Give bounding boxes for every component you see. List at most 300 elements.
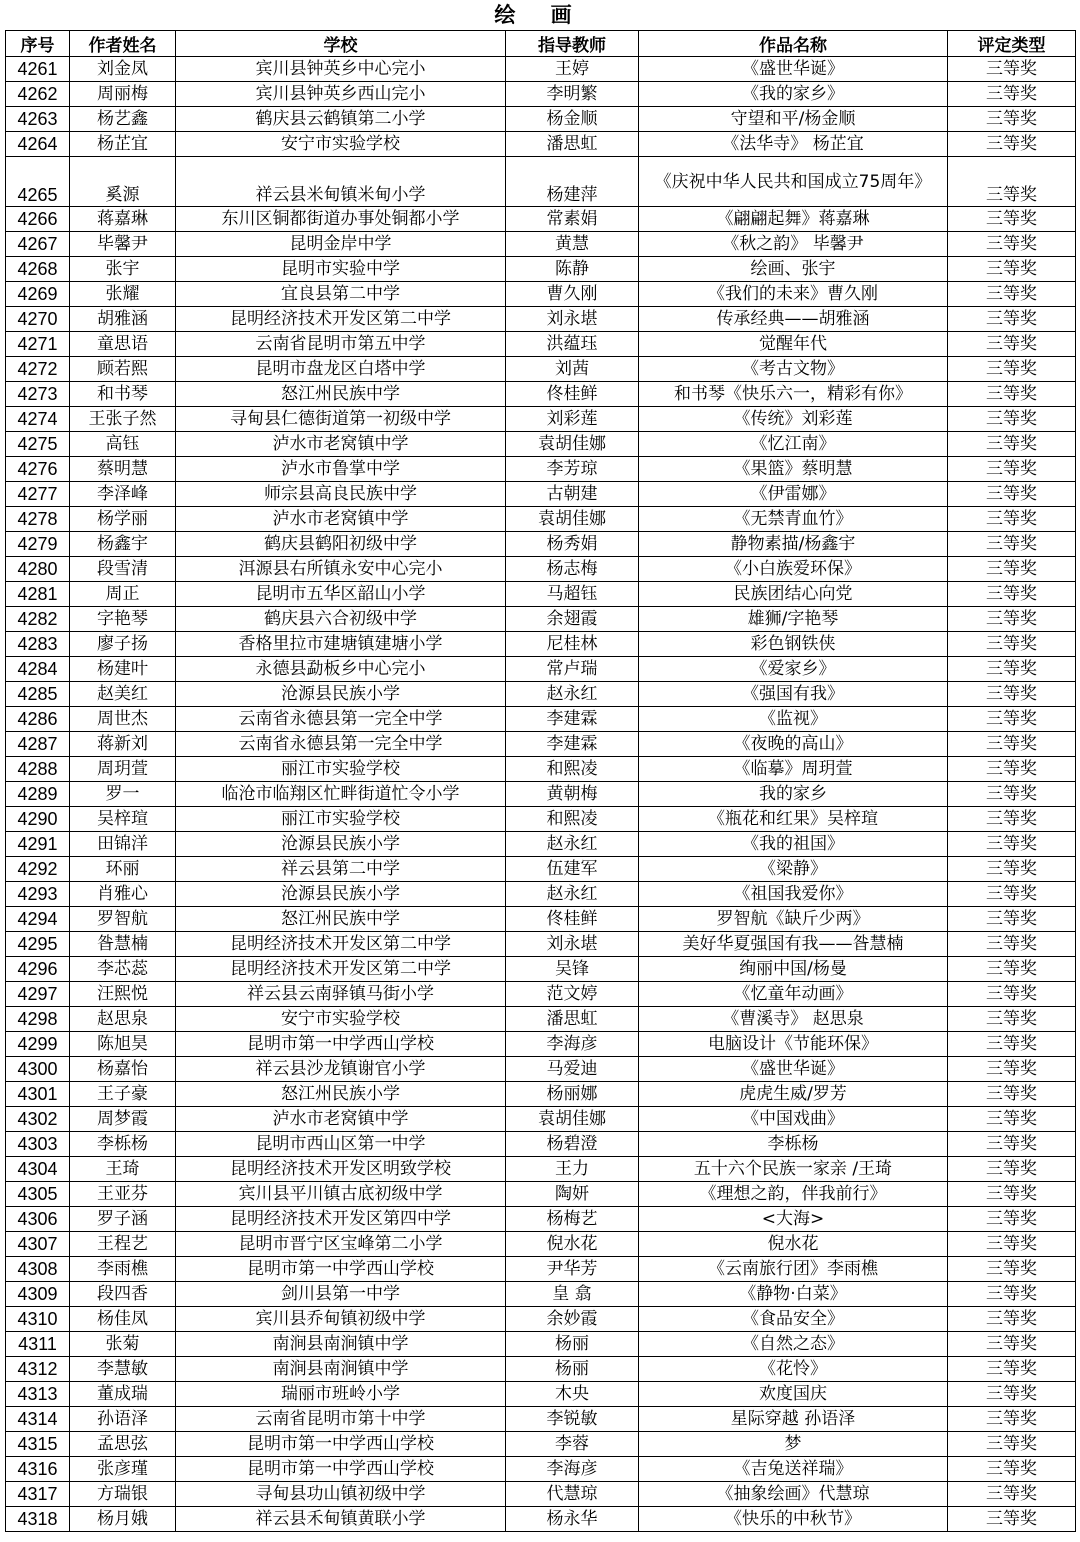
table-row: [6, 757, 1076, 782]
cell-index: 4297: [6, 982, 70, 1007]
cell-index: 4265: [6, 157, 70, 207]
cell-teacher: 杨丽: [506, 1357, 639, 1382]
cell-award: 三等奖: [948, 1307, 1076, 1332]
header-index: 序号: [6, 31, 70, 57]
table-row: [6, 557, 1076, 582]
cell-author: 肖雅心: [70, 882, 176, 907]
cell-index: 4270: [6, 307, 70, 332]
cell-index: 4263: [6, 107, 70, 132]
cell-teacher: 刘永堪: [506, 307, 639, 332]
cell-school: 宾川县乔甸镇初级中学: [176, 1307, 506, 1332]
cell-work-title: 美好华夏强国有我——昝慧楠: [639, 932, 948, 957]
table-row: [6, 507, 1076, 532]
cell-work-title: 《无禁青血竹》: [639, 507, 948, 532]
cell-author: 毕馨尹: [70, 232, 176, 257]
cell-award: 三等奖: [948, 432, 1076, 457]
cell-index: 4314: [6, 1407, 70, 1432]
cell-award: 三等奖: [948, 707, 1076, 732]
table-row: [6, 357, 1076, 382]
cell-award: 三等奖: [948, 232, 1076, 257]
cell-teacher: 佟桂鲜: [506, 907, 639, 932]
cell-teacher: 李明繁: [506, 82, 639, 107]
cell-index: 4287: [6, 732, 70, 757]
cell-school: 寻甸县仁德街道第一初级中学: [176, 407, 506, 432]
cell-school: 泸水市老窝镇中学: [176, 1107, 506, 1132]
cell-index: 4318: [6, 1507, 70, 1532]
cell-author: 杨学丽: [70, 507, 176, 532]
cell-school: 鹤庆县六合初级中学: [176, 607, 506, 632]
cell-teacher: 常素娟: [506, 207, 639, 232]
cell-award: 三等奖: [948, 1507, 1076, 1532]
table-row: [6, 1182, 1076, 1207]
cell-work-title: 《庆祝中华人民共和国成立75周年》: [639, 157, 948, 207]
table-row: [6, 1132, 1076, 1157]
cell-teacher: 马爱迪: [506, 1057, 639, 1082]
cell-work-title: 《抽象绘画》代慧琼: [639, 1482, 948, 1507]
cell-work-title: 李栎杨: [639, 1132, 948, 1157]
cell-index: 4301: [6, 1082, 70, 1107]
cell-work-title: 《临摹》周玥萱: [639, 757, 948, 782]
cell-author: 罗智航: [70, 907, 176, 932]
cell-school: 洱源县右所镇永安中心完小: [176, 557, 506, 582]
cell-work-title: 《盛世华诞》: [639, 1057, 948, 1082]
cell-index: 4282: [6, 607, 70, 632]
cell-award: 三等奖: [948, 1357, 1076, 1382]
cell-author: 张耀: [70, 282, 176, 307]
cell-work-title: 《监视》: [639, 707, 948, 732]
cell-school: 安宁市实验学校: [176, 1007, 506, 1032]
table-row: [6, 707, 1076, 732]
cell-author: 杨佳凤: [70, 1307, 176, 1332]
cell-work-title: 《祖国我爱你》: [639, 882, 948, 907]
cell-teacher: 余妙霞: [506, 1307, 639, 1332]
cell-work-title: 《食品安全》: [639, 1307, 948, 1332]
cell-work-title: 彩色钢铁侠: [639, 632, 948, 657]
cell-index: 4313: [6, 1382, 70, 1407]
cell-award: 三等奖: [948, 982, 1076, 1007]
header-teacher: 指导教师: [506, 31, 639, 57]
cell-award: 三等奖: [948, 1032, 1076, 1057]
cell-school: 丽江市实验学校: [176, 757, 506, 782]
cell-index: 4289: [6, 782, 70, 807]
cell-award: 三等奖: [948, 1282, 1076, 1307]
cell-index: 4310: [6, 1307, 70, 1332]
table-row: [6, 1157, 1076, 1182]
cell-school: 昆明经济技术开发区第二中学: [176, 307, 506, 332]
cell-index: 4276: [6, 457, 70, 482]
cell-index: 4298: [6, 1007, 70, 1032]
cell-award: 三等奖: [948, 207, 1076, 232]
cell-teacher: 杨梅艺: [506, 1207, 639, 1232]
table-row: [6, 382, 1076, 407]
table-row: [6, 1282, 1076, 1307]
cell-teacher: 古朝建: [506, 482, 639, 507]
cell-award: 三等奖: [948, 1332, 1076, 1357]
cell-award: 三等奖: [948, 1482, 1076, 1507]
cell-work-title: 觉醒年代: [639, 332, 948, 357]
cell-author: 昝慧楠: [70, 932, 176, 957]
cell-award: 三等奖: [948, 1207, 1076, 1232]
cell-school: 师宗县高良民族中学: [176, 482, 506, 507]
cell-work-title: 静物素描/杨鑫宇: [639, 532, 948, 557]
cell-author: 李慧敏: [70, 1357, 176, 1382]
table-row: [6, 407, 1076, 432]
cell-teacher: 尹华芳: [506, 1257, 639, 1282]
cell-school: 丽江市实验学校: [176, 807, 506, 832]
cell-author: 杨建叶: [70, 657, 176, 682]
cell-work-title: 《强国有我》: [639, 682, 948, 707]
table-header: [6, 31, 1076, 57]
cell-index: 4305: [6, 1182, 70, 1207]
cell-work-title: 罗智航《缺斤少两》: [639, 907, 948, 932]
table-row: [6, 457, 1076, 482]
cell-award: 三等奖: [948, 607, 1076, 632]
cell-work-title: 《伊雷娜》: [639, 482, 948, 507]
cell-author: 字艳琴: [70, 607, 176, 632]
cell-award: 三等奖: [948, 157, 1076, 207]
cell-work-title: 绘画、张宇: [639, 257, 948, 282]
table-row: [6, 332, 1076, 357]
cell-author: 段雪清: [70, 557, 176, 582]
cell-index: 4272: [6, 357, 70, 382]
cell-index: 4283: [6, 632, 70, 657]
cell-author: 廖子扬: [70, 632, 176, 657]
cell-author: 李栎杨: [70, 1132, 176, 1157]
cell-school: 云南省永德县第一完全中学: [176, 707, 506, 732]
cell-teacher: 赵永红: [506, 882, 639, 907]
cell-teacher: 潘思虹: [506, 1007, 639, 1032]
cell-index: 4280: [6, 557, 70, 582]
table-row: [6, 1382, 1076, 1407]
cell-school: 云南省昆明市第五中学: [176, 332, 506, 357]
cell-work-title: 五十六个民族一家亲 /王琦: [639, 1157, 948, 1182]
cell-school: 云南省昆明市第十中学: [176, 1407, 506, 1432]
cell-index: 4312: [6, 1357, 70, 1382]
table-row: [6, 1507, 1076, 1532]
cell-work-title: 《爱家乡》: [639, 657, 948, 682]
table-row: [6, 57, 1076, 82]
cell-award: 三等奖: [948, 857, 1076, 882]
cell-work-title: 星际穿越 孙语泽: [639, 1407, 948, 1432]
cell-school: 昆明市西山区第一中学: [176, 1132, 506, 1157]
cell-work-title: 《静物·白菜》: [639, 1282, 948, 1307]
cell-work-title: 欢度国庆: [639, 1382, 948, 1407]
cell-index: 4295: [6, 932, 70, 957]
cell-teacher: 陈静: [506, 257, 639, 282]
cell-award: 三等奖: [948, 57, 1076, 82]
cell-teacher: 袁胡佳娜: [506, 507, 639, 532]
cell-teacher: 杨志梅: [506, 557, 639, 582]
cell-award: 三等奖: [948, 282, 1076, 307]
cell-author: 赵美红: [70, 682, 176, 707]
cell-teacher: 黄朝梅: [506, 782, 639, 807]
cell-teacher: 李建霖: [506, 707, 639, 732]
cell-author: 田锦洋: [70, 832, 176, 857]
cell-school: 云南省永德县第一完全中学: [176, 732, 506, 757]
cell-author: 周玥萱: [70, 757, 176, 782]
cell-teacher: 尼桂林: [506, 632, 639, 657]
cell-work-title: 倪水花: [639, 1232, 948, 1257]
cell-index: 4269: [6, 282, 70, 307]
cell-teacher: 袁胡佳娜: [506, 1107, 639, 1132]
cell-work-title: 《考古文物》: [639, 357, 948, 382]
cell-school: 泸水市老窝镇中学: [176, 432, 506, 457]
cell-teacher: 黄慧: [506, 232, 639, 257]
cell-work-title: <大海>: [639, 1207, 948, 1232]
cell-work-title: 《翩翩起舞》蒋嘉琳: [639, 207, 948, 232]
cell-index: 4299: [6, 1032, 70, 1057]
header-work-title: 作品名称: [639, 31, 948, 57]
table-row: [6, 482, 1076, 507]
table-body: [6, 57, 1076, 1532]
cell-teacher: 王婷: [506, 57, 639, 82]
cell-author: 赵思泉: [70, 1007, 176, 1032]
cell-award: 三等奖: [948, 407, 1076, 432]
cell-school: 祥云县禾甸镇黄联小学: [176, 1507, 506, 1532]
cell-author: 罗一: [70, 782, 176, 807]
cell-author: 杨芷宜: [70, 132, 176, 157]
table-row: [6, 232, 1076, 257]
cell-school: 昆明经济技术开发区第二中学: [176, 932, 506, 957]
table-row: [6, 1307, 1076, 1332]
table-row: [6, 282, 1076, 307]
cell-school: 香格里拉市建塘镇建塘小学: [176, 632, 506, 657]
cell-school: 昆明经济技术开发区明致学校: [176, 1157, 506, 1182]
table-title: 绘 画: [494, 3, 586, 27]
cell-award: 三等奖: [948, 532, 1076, 557]
cell-index: 4288: [6, 757, 70, 782]
cell-award: 三等奖: [948, 757, 1076, 782]
cell-work-title: 《法华寺》 杨芷宜: [639, 132, 948, 157]
cell-award: 三等奖: [948, 657, 1076, 682]
cell-author: 李泽峰: [70, 482, 176, 507]
cell-work-title: 《忆童年动画》: [639, 982, 948, 1007]
cell-award: 三等奖: [948, 1407, 1076, 1432]
cell-work-title: 《中国戏曲》: [639, 1107, 948, 1132]
cell-teacher: 木央: [506, 1382, 639, 1407]
cell-teacher: 常卢瑞: [506, 657, 639, 682]
cell-teacher: 袁胡佳娜: [506, 432, 639, 457]
cell-school: 南涧县南涧镇中学: [176, 1332, 506, 1357]
header-award: 评定类型: [948, 31, 1076, 57]
cell-index: 4306: [6, 1207, 70, 1232]
cell-author: 顾若熙: [70, 357, 176, 382]
cell-work-title: 虎虎生威/罗芳: [639, 1082, 948, 1107]
table-row: [6, 1407, 1076, 1432]
cell-author: 环丽: [70, 857, 176, 882]
cell-school: 泸水市鲁掌中学: [176, 457, 506, 482]
cell-teacher: 杨秀娟: [506, 532, 639, 557]
cell-award: 三等奖: [948, 1457, 1076, 1482]
cell-school: 鹤庆县鹤阳初级中学: [176, 532, 506, 557]
cell-index: 4275: [6, 432, 70, 457]
cell-author: 杨鑫宇: [70, 532, 176, 557]
cell-school: 昆明市五华区韶山小学: [176, 582, 506, 607]
cell-index: 4317: [6, 1482, 70, 1507]
cell-work-title: 《理想之韵，伴我前行》: [639, 1182, 948, 1207]
table-row: [6, 882, 1076, 907]
cell-school: 瑞丽市班岭小学: [176, 1382, 506, 1407]
cell-school: 东川区铜都街道办事处铜都小学: [176, 207, 506, 232]
cell-teacher: 吴锋: [506, 957, 639, 982]
cell-author: 方瑞银: [70, 1482, 176, 1507]
table-row: [6, 1057, 1076, 1082]
cell-index: 4307: [6, 1232, 70, 1257]
cell-index: 4290: [6, 807, 70, 832]
table-row: [6, 1257, 1076, 1282]
cell-author: 王琦: [70, 1157, 176, 1182]
cell-index: 4262: [6, 82, 70, 107]
table-row: [6, 632, 1076, 657]
table-row: [6, 1482, 1076, 1507]
cell-author: 胡雅涵: [70, 307, 176, 332]
cell-work-title: 雄狮/字艳琴: [639, 607, 948, 632]
cell-school: 宾川县平川镇古底初级中学: [176, 1182, 506, 1207]
cell-author: 张彦瑾: [70, 1457, 176, 1482]
cell-work-title: 《梁静》: [639, 857, 948, 882]
cell-school: 沧源县民族小学: [176, 682, 506, 707]
cell-index: 4302: [6, 1107, 70, 1132]
cell-work-title: 我的家乡: [639, 782, 948, 807]
cell-school: 昆明市第一中学西山学校: [176, 1257, 506, 1282]
cell-author: 孟思弦: [70, 1432, 176, 1457]
cell-teacher: 赵永红: [506, 832, 639, 857]
cell-author: 刘金凤: [70, 57, 176, 82]
cell-school: 永德县勐板乡中心完小: [176, 657, 506, 682]
cell-teacher: 潘思虹: [506, 132, 639, 157]
table-row: [6, 1457, 1076, 1482]
cell-award: 三等奖: [948, 632, 1076, 657]
cell-award: 三等奖: [948, 457, 1076, 482]
cell-author: 董成瑞: [70, 1382, 176, 1407]
cell-work-title: 绚丽中国/杨曼: [639, 957, 948, 982]
table-row: [6, 307, 1076, 332]
cell-work-title: 民族团结心向党: [639, 582, 948, 607]
cell-school: 昆明经济技术开发区第四中学: [176, 1207, 506, 1232]
cell-school: 沧源县民族小学: [176, 882, 506, 907]
table-row: [6, 1332, 1076, 1357]
cell-work-title: 《云南旅行团》李雨樵: [639, 1257, 948, 1282]
cell-teacher: 和熙凌: [506, 757, 639, 782]
cell-work-title: 《传统》刘彩莲: [639, 407, 948, 432]
table-row: [6, 1357, 1076, 1382]
cell-school: 临沧市临翔区忙畔街道忙令小学: [176, 782, 506, 807]
cell-award: 三等奖: [948, 1232, 1076, 1257]
header-row: [6, 31, 1076, 57]
cell-index: 4300: [6, 1057, 70, 1082]
cell-teacher: 李蓉: [506, 1432, 639, 1457]
cell-teacher: 王力: [506, 1157, 639, 1182]
cell-award: 三等奖: [948, 257, 1076, 282]
cell-teacher: 李建霖: [506, 732, 639, 757]
table-row: [6, 657, 1076, 682]
cell-award: 三等奖: [948, 307, 1076, 332]
cell-school: 宜良县第二中学: [176, 282, 506, 307]
cell-author: 杨月娥: [70, 1507, 176, 1532]
table-row: [6, 682, 1076, 707]
cell-work-title: 《我们的未来》曹久刚: [639, 282, 948, 307]
cell-award: 三等奖: [948, 382, 1076, 407]
cell-award: 三等奖: [948, 1082, 1076, 1107]
table-row: [6, 132, 1076, 157]
cell-index: 4315: [6, 1432, 70, 1457]
table-row: [6, 432, 1076, 457]
cell-award: 三等奖: [948, 1107, 1076, 1132]
cell-teacher: 李海彦: [506, 1457, 639, 1482]
cell-index: 4279: [6, 532, 70, 557]
cell-award: 三等奖: [948, 557, 1076, 582]
cell-work-title: 《秋之韵》 毕馨尹: [639, 232, 948, 257]
cell-author: 杨嘉怡: [70, 1057, 176, 1082]
cell-work-title: 《盛世华诞》: [639, 57, 948, 82]
cell-index: 4273: [6, 382, 70, 407]
cell-work-title: 《小白族爱环保》: [639, 557, 948, 582]
table-row: [6, 82, 1076, 107]
cell-index: 4292: [6, 857, 70, 882]
cell-index: 4303: [6, 1132, 70, 1157]
cell-school: 泸水市老窝镇中学: [176, 507, 506, 532]
cell-work-title: 《曹溪寺》 赵思泉: [639, 1007, 948, 1032]
cell-award: 三等奖: [948, 107, 1076, 132]
header-author: 作者姓名: [70, 31, 176, 57]
table-row: [6, 157, 1076, 207]
cell-school: 怒江州民族小学: [176, 1082, 506, 1107]
cell-teacher: 杨永华: [506, 1507, 639, 1532]
cell-work-title: 梦: [639, 1432, 948, 1457]
cell-index: 4264: [6, 132, 70, 157]
cell-work-title: 《自然之态》: [639, 1332, 948, 1357]
cell-teacher: 刘永堪: [506, 932, 639, 957]
cell-author: 王程艺: [70, 1232, 176, 1257]
cell-author: 汪熙悦: [70, 982, 176, 1007]
cell-award: 三等奖: [948, 1007, 1076, 1032]
cell-author: 段四香: [70, 1282, 176, 1307]
cell-index: 4266: [6, 207, 70, 232]
cell-index: 4278: [6, 507, 70, 532]
cell-author: 周梦霞: [70, 1107, 176, 1132]
cell-teacher: 倪水花: [506, 1232, 639, 1257]
cell-index: 4294: [6, 907, 70, 932]
cell-author: 童思语: [70, 332, 176, 357]
header-school: 学校: [176, 31, 506, 57]
cell-school: 昆明市第一中学西山学校: [176, 1032, 506, 1057]
cell-teacher: 范文婷: [506, 982, 639, 1007]
cell-author: 蒋嘉琳: [70, 207, 176, 232]
cell-teacher: 杨碧澄: [506, 1132, 639, 1157]
cell-author: 孙语泽: [70, 1407, 176, 1432]
cell-index: 4293: [6, 882, 70, 907]
cell-index: 4316: [6, 1457, 70, 1482]
cell-school: 祥云县云南驿镇马街小学: [176, 982, 506, 1007]
cell-school: 昆明经济技术开发区第二中学: [176, 957, 506, 982]
table-row: [6, 1107, 1076, 1132]
table-row: [6, 957, 1076, 982]
cell-teacher: 李锐敏: [506, 1407, 639, 1432]
cell-teacher: 皇 翕: [506, 1282, 639, 1307]
table-row: [6, 1207, 1076, 1232]
cell-author: 周正: [70, 582, 176, 607]
cell-index: 4285: [6, 682, 70, 707]
table-row: [6, 607, 1076, 632]
cell-index: 4267: [6, 232, 70, 257]
cell-work-title: 和书琴《快乐六一，精彩有你》: [639, 382, 948, 407]
table-row: [6, 982, 1076, 1007]
table-row: [6, 257, 1076, 282]
cell-author: 蔡明慧: [70, 457, 176, 482]
cell-school: 怒江州民族中学: [176, 382, 506, 407]
cell-teacher: 和熙凌: [506, 807, 639, 832]
cell-teacher: 佟桂鲜: [506, 382, 639, 407]
